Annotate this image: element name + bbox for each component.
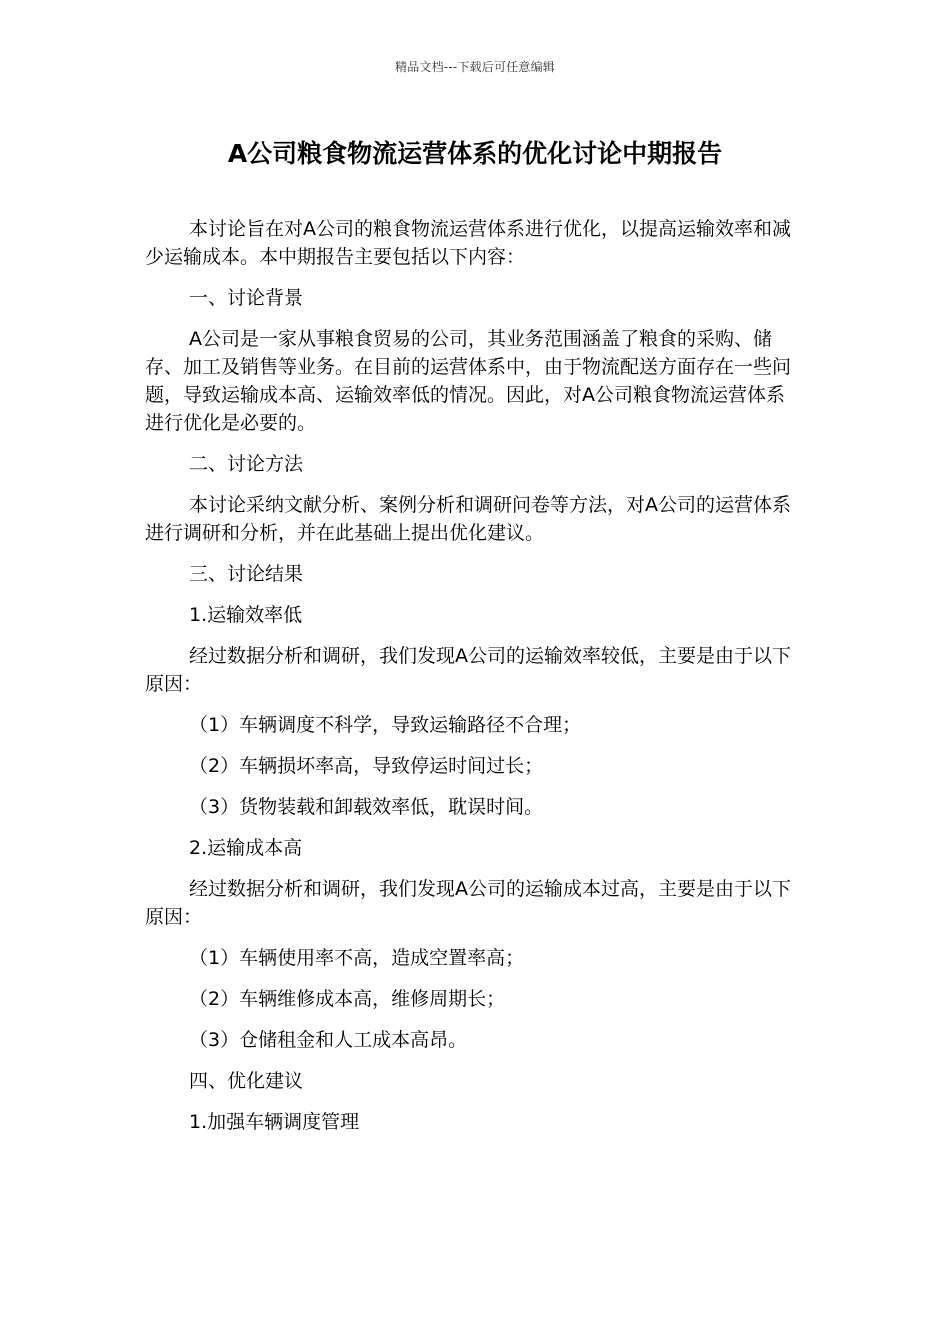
background-paragraph: A公司是一家从事粮食贸易的公司，其业务范围涵盖了粮食的采购、储存、加工及销售等业务。在目前的运营体系中，由于物流配送方面存在一些问题，导致运输成本高、运输效率低的情况。因此，对A公司粮食物流运营体系进行优化是必要的。 — [145, 328, 792, 434]
list-item: （3）货物装载和卸载效率低，耽误时间。 — [189, 796, 544, 818]
cost-paragraph: 经过数据分析和调研，我们发现A公司的运输成本过高，主要是由于以下原因： — [145, 878, 791, 928]
list-item: （2）车辆维修成本高，维修周期长； — [189, 988, 506, 1010]
method-paragraph: 本讨论采纳文献分析、案例分析和调研问卷等方法，对A公司的运营体系进行调研和分析，并在此基础上提出优化建议。 — [145, 494, 791, 544]
document-title: A公司粮食物流运营体系的优化讨论中期报告 — [227, 139, 723, 168]
section-heading-suggestions: 四、优化建议 — [189, 1070, 304, 1092]
list-item: （2）车辆损坏率高，导致停运时间过长； — [189, 755, 544, 777]
section-heading-method: 二、讨论方法 — [189, 453, 304, 475]
subheading-high-cost: 2.运输成本高 — [189, 837, 303, 859]
intro-paragraph: 本讨论旨在对A公司的粮食物流运营体系进行优化，以提高运输效率和减少运输成本。本中期报告主要包括以下内容： — [145, 218, 791, 268]
document-body — [145, 215, 797, 1149]
subheading-dispatch-management: 1.加强车辆调度管理 — [189, 1111, 360, 1133]
list-item: （1）车辆调度不科学，导致运输路径不合理； — [189, 714, 582, 736]
section-heading-results: 三、讨论结果 — [189, 563, 304, 585]
section-heading-background: 一、讨论背景 — [189, 287, 304, 309]
page-header-note: 精品文档---下载后可任意编辑 — [395, 60, 555, 74]
list-item: （3）仓储租金和人工成本高昂。 — [189, 1029, 468, 1051]
subheading-low-efficiency: 1.运输效率低 — [189, 604, 303, 626]
list-item: （1）车辆使用率不高，造成空置率高； — [189, 947, 525, 969]
efficiency-paragraph: 经过数据分析和调研，我们发现A公司的运输效率较低，主要是由于以下原因： — [145, 645, 791, 695]
